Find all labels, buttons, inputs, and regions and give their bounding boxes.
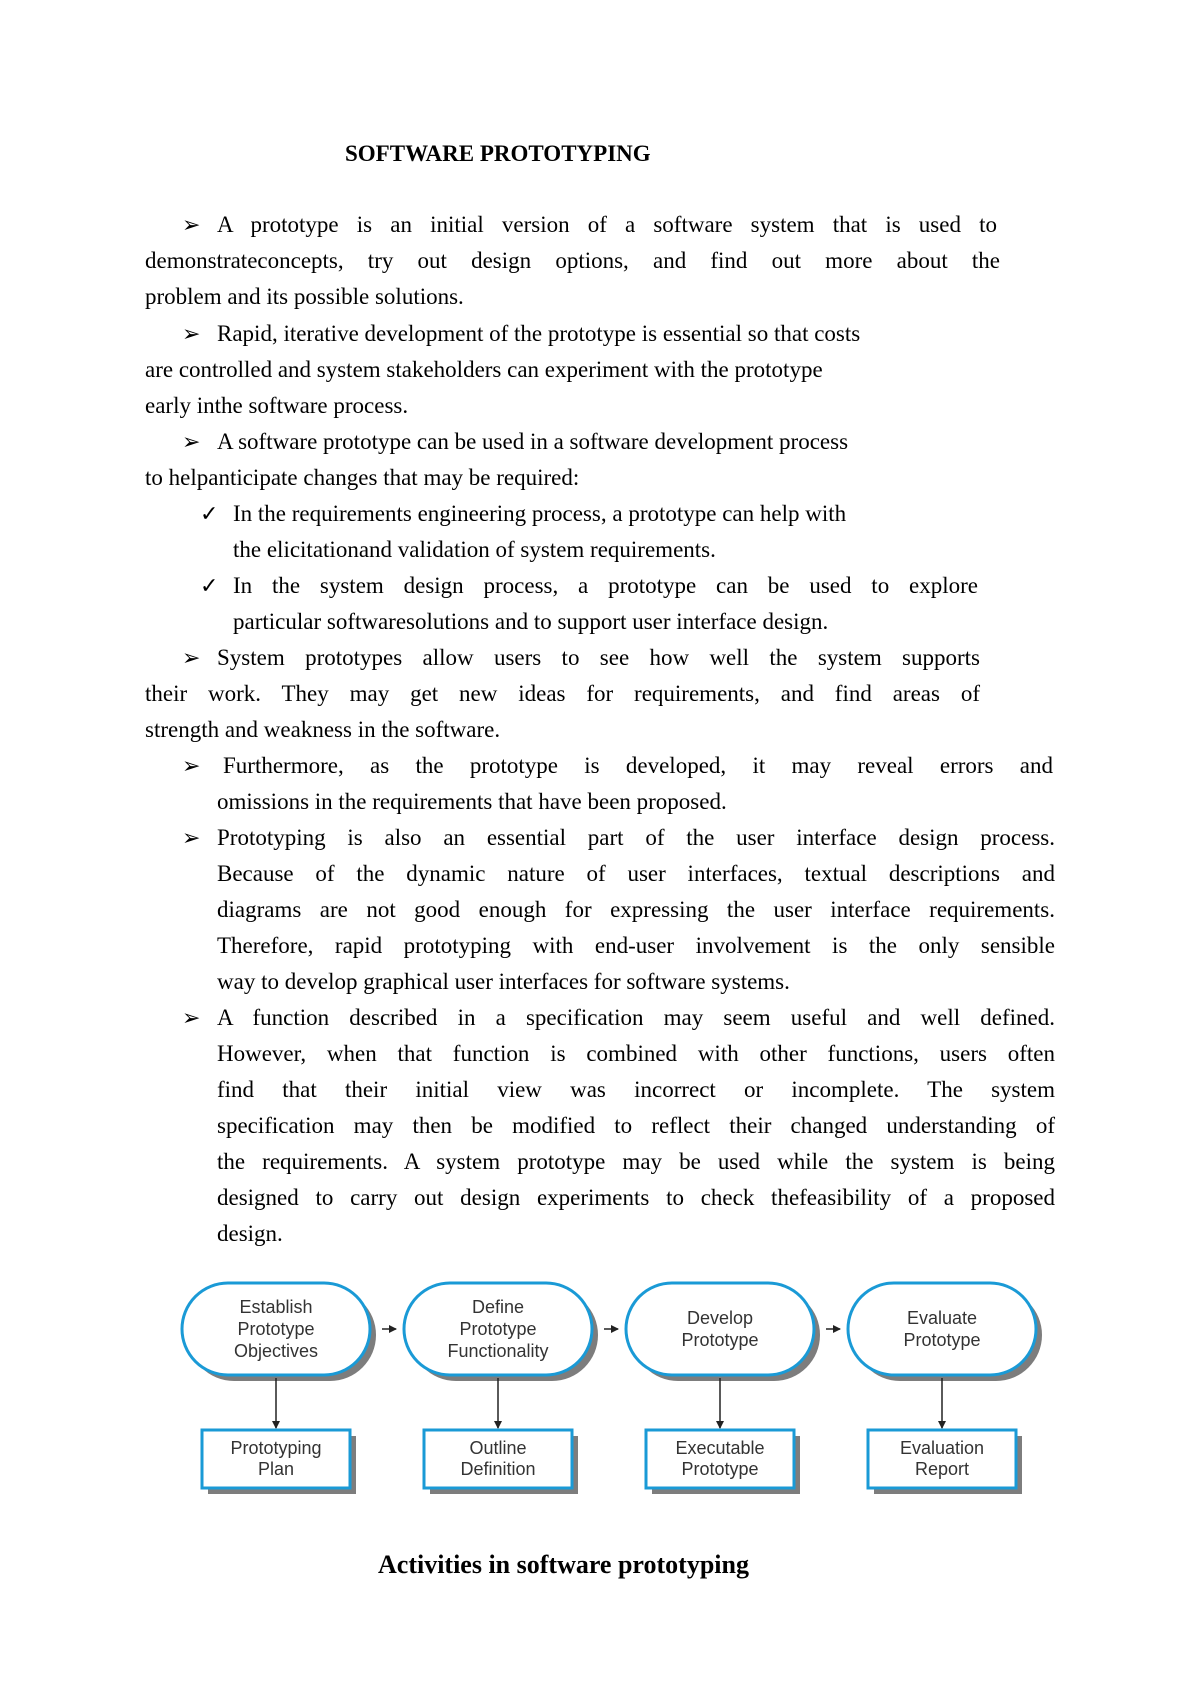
output-label: Outline: [469, 1438, 527, 1458]
paragraph-line: early inthe software process.: [145, 393, 409, 418]
paragraph-line: find that their initial view was incorrect or incomplete. The system: [217, 1077, 1055, 1102]
paragraph-line: Therefore, rapid prototyping with end-user involvement is the only sensible: [217, 933, 1055, 958]
arrow-bullet-icon: ➢: [182, 645, 201, 670]
output-label: Executable: [675, 1438, 765, 1458]
output-label: Prototyping: [230, 1438, 322, 1458]
activity-label: Prototype: [903, 1330, 981, 1350]
paragraph-line: Rapid, iterative development of the prototype is essential so that costs: [217, 321, 861, 346]
paragraph-line: A software prototype can be used in a software development process: [217, 429, 849, 454]
activity-label: Functionality: [447, 1341, 549, 1361]
activity-label: Define: [471, 1297, 525, 1317]
checkmark-bullet-icon: ✓: [200, 501, 219, 526]
paragraph-line: problem and its possible solutions.: [145, 284, 464, 309]
paragraph-line: are controlled and system stakeholders can experiment with the prototype: [145, 357, 823, 382]
arrow-bullet-icon: ➢: [182, 321, 201, 346]
paragraph-line: to helpanticipate changes that may be required:: [145, 465, 580, 490]
paragraph-line: particular softwaresolutions and to support user interface design.: [233, 609, 829, 634]
paragraph-line: diagrams are not good enough for expressing the user interface requirements.: [217, 897, 1055, 922]
activity-label: Develop: [686, 1308, 754, 1328]
paragraph-line: System prototypes allow users to see how well the system supports: [217, 645, 980, 670]
activity-node: [626, 1283, 814, 1375]
paragraph-line: Prototyping is also an essential part of the user interface design process.: [217, 825, 1055, 850]
output-label: Prototype: [681, 1459, 759, 1479]
activity-node: [848, 1283, 1036, 1375]
paragraph-line: A prototype is an initial version of a software system that is used to: [217, 212, 997, 237]
paragraph-line: However, when that function is combined with other functions, users often: [217, 1041, 1055, 1066]
arrow-bullet-icon: ➢: [182, 212, 201, 237]
paragraph-line: strength and weakness in the software.: [145, 717, 501, 742]
activity-label: Objectives: [233, 1341, 319, 1361]
paragraph-line: design.: [217, 1221, 283, 1246]
paragraph-line: omissions in the requirements that have been proposed.: [217, 789, 727, 814]
checkmark-bullet-icon: ✓: [200, 573, 219, 598]
output-label: Plan: [257, 1459, 295, 1479]
paragraph-line: In the system design process, a prototype can be used to explore: [233, 573, 978, 598]
paragraph-line: In the requirements engineering process, a prototype can help with: [233, 501, 847, 526]
arrow-bullet-icon: ➢: [182, 825, 201, 850]
paragraph-line: designed to carry out design experiments to check thefeasibility of a proposed: [217, 1185, 1055, 1210]
paragraph-line: the requirements. A system prototype may be used while the system is being: [217, 1149, 1055, 1174]
paragraph-line: way to develop graphical user interfaces for software systems.: [217, 969, 790, 994]
activity-label: Prototype: [681, 1330, 759, 1350]
activity-label: Establish: [239, 1297, 313, 1317]
page-title: SOFTWARE PROTOTYPING: [345, 141, 651, 166]
paragraph-line: Because of the dynamic nature of user interfaces, textual descriptions and: [217, 861, 1055, 886]
paragraph-line: specification may then be modified to reflect their changed understanding of: [217, 1113, 1055, 1138]
arrow-bullet-icon: ➢: [182, 753, 201, 778]
paragraph-line: A function described in a specification may seem useful and well defined.: [217, 1005, 1055, 1030]
figure-caption: Activities in software prototyping: [378, 1550, 749, 1579]
activity-label: Evaluate: [906, 1308, 978, 1328]
paragraph-line: the elicitationand validation of system requirements.: [233, 537, 716, 562]
paragraph-line: demonstrateconcepts, try out design options, and find out more about the: [145, 248, 1000, 273]
activity-label: Prototype: [459, 1319, 537, 1339]
arrow-bullet-icon: ➢: [182, 1005, 201, 1030]
activity-label: Prototype: [237, 1319, 315, 1339]
output-label: Report: [914, 1459, 970, 1479]
output-label: Definition: [460, 1459, 536, 1479]
paragraph-line: Furthermore, as the prototype is developed, it may reveal errors and: [223, 753, 1053, 778]
arrow-bullet-icon: ➢: [182, 429, 201, 454]
paragraph-line: their work. They may get new ideas for requirements, and find areas of: [145, 681, 980, 706]
output-label: Evaluation: [899, 1438, 985, 1458]
